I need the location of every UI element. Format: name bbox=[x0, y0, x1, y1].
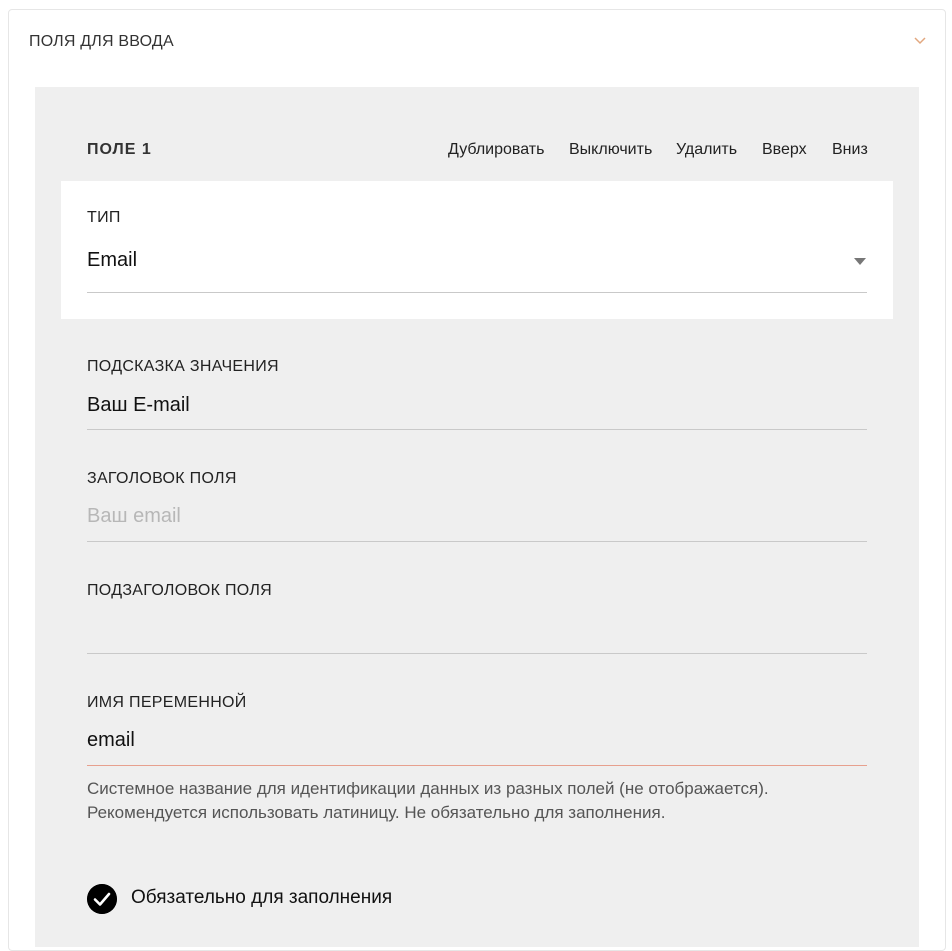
variable-hint bbox=[87, 777, 867, 825]
type-underline bbox=[87, 292, 867, 293]
heading-label: ЗАГОЛОВОК ПОЛЯ bbox=[87, 470, 237, 487]
field-card bbox=[35, 87, 919, 947]
type-select[interactable]: Email bbox=[87, 249, 138, 271]
field-title: ПОЛЕ 1 bbox=[87, 141, 152, 158]
type-select-box bbox=[61, 181, 893, 319]
type-label: ТИП bbox=[87, 209, 121, 226]
hint-line-2: Рекомендуется использовать латиницу. Не обязательно для заполнения. bbox=[87, 803, 666, 822]
variable-input[interactable]: email bbox=[87, 729, 135, 751]
variable-underline bbox=[87, 765, 867, 766]
check-circle-icon[interactable] bbox=[87, 884, 117, 914]
move-up-button[interactable]: Вверх bbox=[762, 141, 807, 158]
field-header bbox=[35, 87, 919, 181]
move-down-button[interactable]: Вниз bbox=[832, 141, 868, 158]
subheading-label: ПОДЗАГОЛОВОК ПОЛЯ bbox=[87, 582, 273, 599]
input-fields-panel bbox=[8, 9, 946, 951]
placeholder-input[interactable]: Ваш E-mail bbox=[87, 394, 190, 416]
panel-header[interactable] bbox=[9, 10, 945, 76]
heading-input[interactable]: Ваш email bbox=[87, 505, 181, 527]
duplicate-button[interactable]: Дублировать bbox=[448, 141, 545, 158]
dropdown-caret-icon[interactable] bbox=[854, 258, 866, 265]
placeholder-label: ПОДСКАЗКА ЗНАЧЕНИЯ bbox=[87, 358, 279, 375]
variable-label: ИМЯ ПЕРЕМЕННОЙ bbox=[87, 694, 247, 711]
heading-underline bbox=[87, 541, 867, 542]
panel-title: ПОЛЯ ДЛЯ ВВОДА bbox=[29, 33, 174, 50]
delete-button[interactable]: Удалить bbox=[676, 141, 738, 158]
placeholder-underline bbox=[87, 429, 867, 430]
subheading-input[interactable] bbox=[87, 617, 867, 641]
disable-button[interactable]: Выключить bbox=[569, 141, 653, 158]
chevron-down-icon[interactable] bbox=[914, 37, 926, 45]
required-checkbox-label[interactable]: Обязательно для заполнения bbox=[131, 887, 393, 908]
hint-line-1: Системное название для идентификации данных из разных полей (не отображается). bbox=[87, 779, 769, 798]
subheading-underline bbox=[87, 653, 867, 654]
field-actions bbox=[35, 141, 919, 161]
